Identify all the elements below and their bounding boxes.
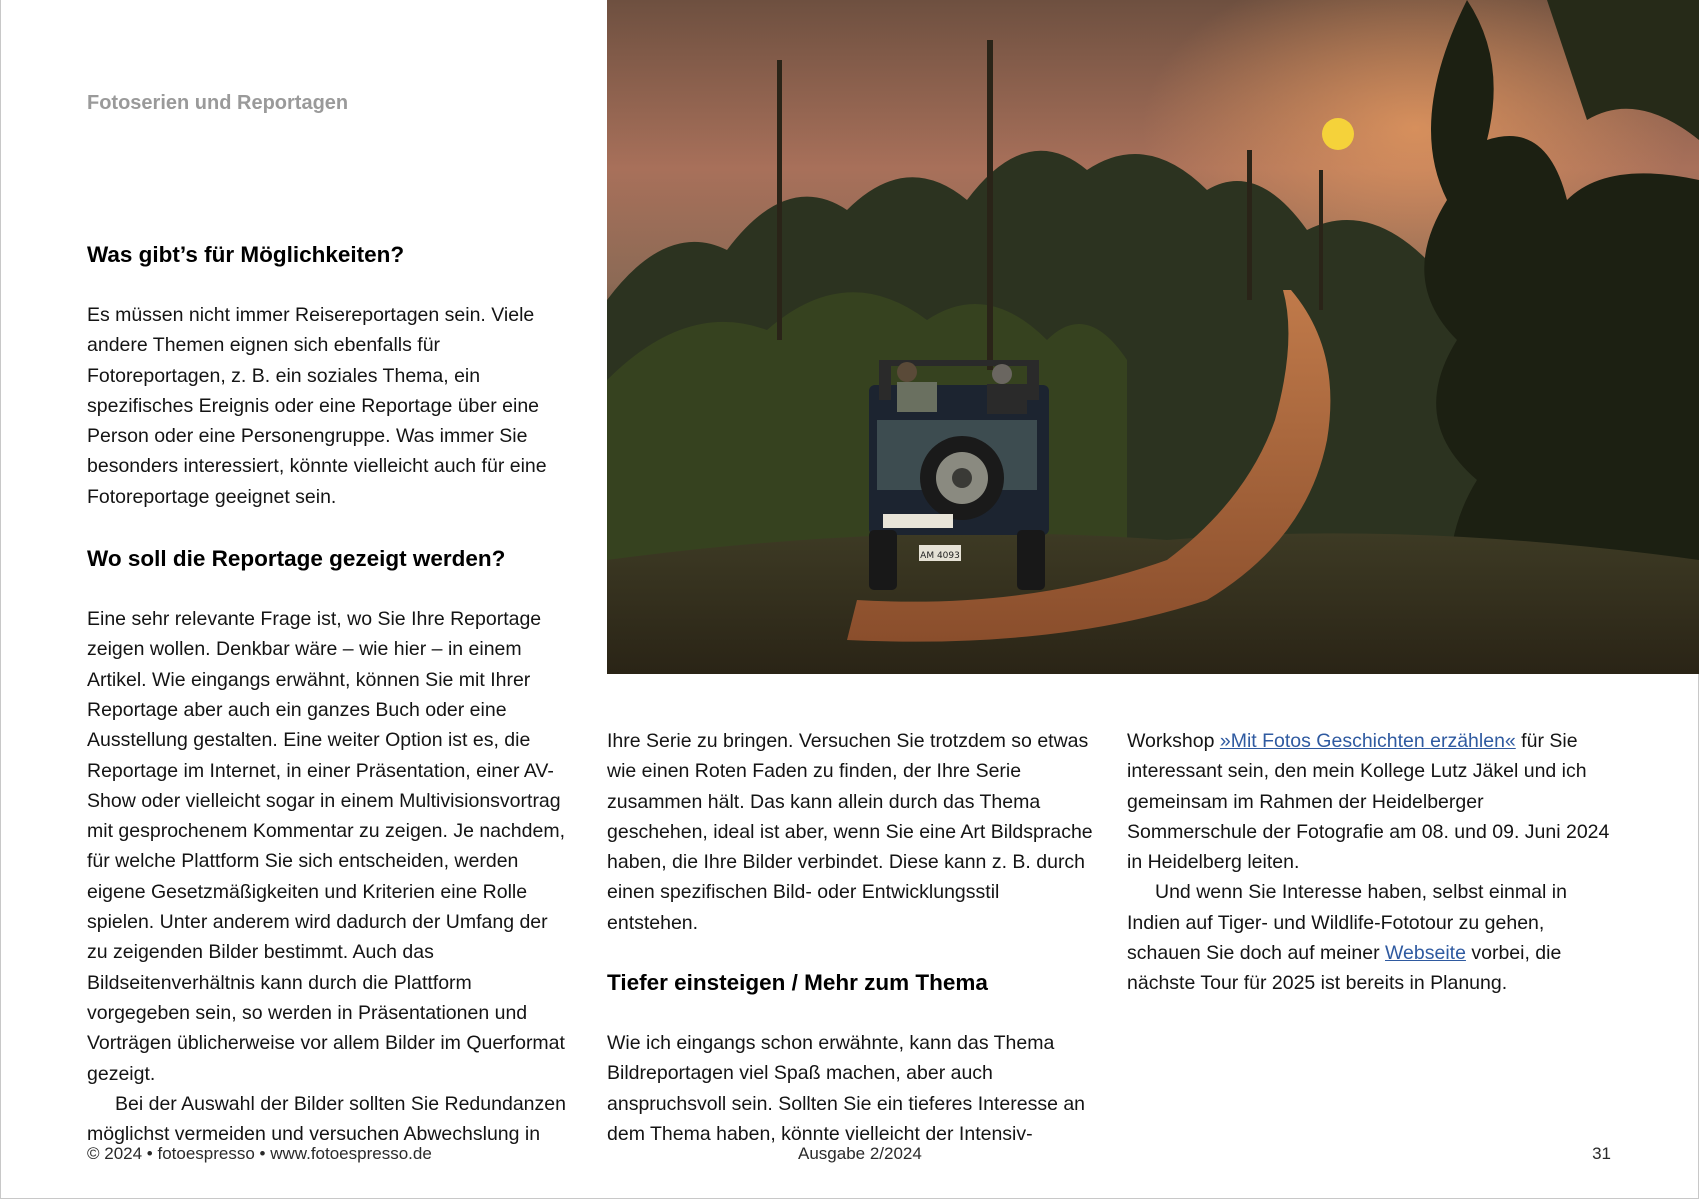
footer-copyright: © 2024 • fotoespresso • www.fotoespresso.de — [87, 1144, 432, 1163]
section-label: Fotoserien und Reportagen — [87, 92, 349, 114]
paragraph-intensiv: Wie ich eingangs schon erwähnte, kann das Thema Bildreportagen viel Spaß machen, aber auch anspruchsvoll sein. Sollten Sie ein tieferes Interesse an dem Thema haben, könnte vielleicht der Intensiv- — [607, 1032, 1086, 1145]
paragraph-themen: Es müssen nicht immer Reisereportagen sein. Viele andere Themen eignen sich ebenfalls für Fotoreportagen, z. B. ein soziales Thema, ein spezifisches Ereignis oder eine Reportage über eine Person oder eine Personengruppe. Was immer Sie besonders interessiert, könnte vielleicht auch für eine Fotoreportage geeignet sein. — [87, 304, 547, 508]
heading-moeglichkeiten: Was gibt’s für Möglichkeiten? — [87, 242, 405, 267]
license-plate: AM 4093 — [920, 551, 960, 561]
workshop-text-start: Workshop — [1127, 730, 1220, 752]
workshop-text-end: für Sie interessant sein, den mein Kollege Lutz Jäkel und ich gemeinsam im Rahmen der Heidelberger Sommerschule der Fotografie am 08. und 09. Juni 2024 in Heidelberg leiten. — [1127, 730, 1610, 874]
heading-tiefer-einsteigen: Tiefer einsteigen / Mehr zum Thema — [607, 970, 988, 996]
text-column-1 — [87, 240, 573, 1149]
footer-issue: Ausgabe 2/2024 — [798, 1144, 922, 1163]
workshop-link[interactable]: »Mit Fotos Geschichten erzählen« — [1219, 730, 1516, 752]
webseite-link[interactable]: Webseite — [1385, 942, 1466, 965]
paragraph-workshop — [1127, 726, 1617, 877]
text-column-2 — [607, 726, 1093, 1149]
safari-jeep-photo — [607, 0, 1699, 674]
paragraph-roter-faden: Ihre Serie zu bringen. Versuchen Sie trotzdem so etwas wie einen Roten Faden zu finden, der Ihre Serie zusammen hält. Das kann allein durch das Thema geschehen, ideal ist aber, wenn Sie eine Art Bildsprache haben, die Ihre Bilder verbindet. Diese kann z. B. durch einen spezifischen Bild- oder Entwicklungsstil entstehen. — [607, 730, 1093, 934]
text-column-3 — [1127, 726, 1617, 999]
page-number: 31 — [1592, 1144, 1611, 1163]
tour-text-end: vorbei, die nächste Tour für 2025 ist bereits in Planung. — [1127, 942, 1562, 995]
paragraph-plattform: Eine sehr relevante Frage ist, wo Sie Ihre Reportage zeigen wollen. Denkbar wäre – wie hier – in einem Artikel. Wie eingangs erwähnt, können Sie mit Ihrer Reportage aber auch ein ganzes Buch oder eine Ausstellung gestalten. Eine weiter Option ist es, die Reportage im Internet, in einer Präsentation, einer AV-Show oder vielleicht sogar in einem Multivisionsvortrag mit gesprochenem Kommentar zu zeigen. Je nachdem, für welche Plattform Sie sich entscheiden, werden eigene Gesetzmäßigkeiten und Kriterien eine Rolle spielen. Unter anderem wird dadurch der Umfang der zu zeigenden Bilder bestimmt. Auch das Bildseitenverhältnis kann durch die Plattform vorgegeben sein, so werden in Präsentationen und Vorträgen üblicherweise vor allem Bilder im Querformat gezeigt. — [87, 608, 565, 1085]
tour-text-start: Und wenn Sie Interesse haben, selbst einmal in Indien auf Tiger- und Wildlife-Fototour zu gehen, schauen Sie doch auf meiner — [1127, 881, 1567, 965]
paragraph-tour — [1127, 877, 1617, 998]
paragraph-auswahl: Bei der Auswahl der Bilder sollten Sie Redundanzen möglichst vermeiden und versuchen Abwechslung in — [87, 1092, 566, 1146]
heading-wo-gezeigt: Wo soll die Reportage gezeigt werden? — [87, 546, 506, 572]
